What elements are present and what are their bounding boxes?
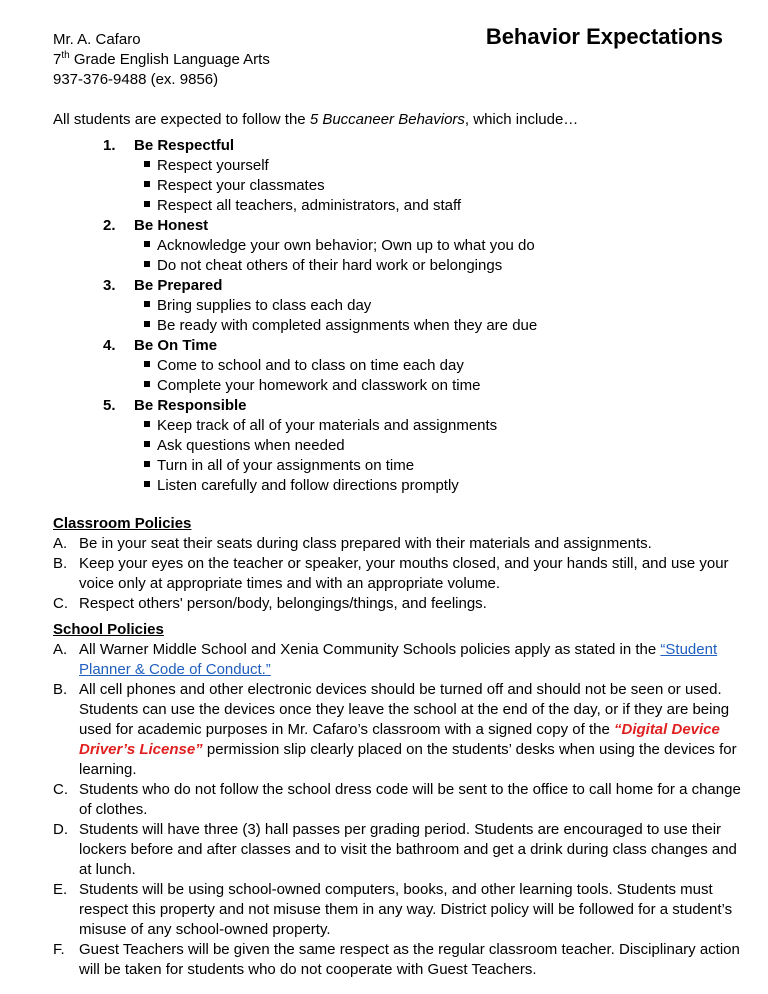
school-policies	[53, 620, 743, 980]
behavior-subitem-text: Turn in all of your assignments on time	[157, 457, 415, 474]
behaviors-list	[103, 136, 723, 496]
policy-item	[53, 940, 743, 980]
behavior-number: 2.	[103, 217, 116, 234]
teacher-name: Mr. A. Cafaro	[53, 31, 141, 48]
square-bullet-icon	[144, 241, 150, 247]
policy-letter: A.	[53, 535, 68, 552]
policy-item: A. All Warner Middle School and Xenia Community Schools policies apply as stated in the “Student Planner & Code of Conduct.”	[53, 641, 718, 678]
square-bullet-icon	[144, 201, 150, 207]
behavior-heading	[103, 396, 723, 416]
behavior-subitem	[103, 316, 723, 336]
behavior-subitem	[103, 476, 723, 496]
behavior-subitem	[103, 436, 723, 456]
school-policies-heading: School Policies	[53, 621, 164, 638]
square-bullet-icon	[144, 441, 150, 447]
phone-number: 937-376-9488 (ex. 9856)	[53, 71, 219, 88]
policy-text: Students who do not follow the school dress code will be sent to the office to call home for a change of clothes.	[79, 781, 741, 818]
behavior-subitem-text: Ask questions when needed	[157, 437, 345, 454]
behavior-subitem-text: Complete your homework and classwork on time	[157, 377, 481, 394]
square-bullet-icon	[144, 161, 150, 167]
policy-text: Guest Teachers will be given the same respect as the regular classroom teacher. Disciplinary action will be taken for students who do not cooperate with Guest Teachers.	[79, 941, 740, 978]
behavior-title: Be Responsible	[134, 397, 247, 414]
behavior-title: Be Respectful	[134, 137, 235, 154]
behavior-heading	[103, 276, 723, 296]
behavior-item	[103, 336, 723, 396]
behavior-item	[103, 216, 723, 276]
behavior-subitem-text: Listen carefully and follow directions promptly	[157, 477, 459, 494]
intro-text: All students are expected to follow the 5 Buccaneer Behaviors, which include…	[53, 111, 579, 128]
behavior-heading	[103, 216, 723, 236]
square-bullet-icon	[144, 181, 150, 187]
behavior-number: 4.	[103, 337, 116, 354]
square-bullet-icon	[144, 321, 150, 327]
behavior-subitem	[103, 176, 723, 196]
behavior-item	[103, 396, 723, 496]
behavior-subitem	[103, 196, 723, 216]
square-bullet-icon	[144, 261, 150, 267]
behavior-number: 3.	[103, 277, 116, 294]
square-bullet-icon	[144, 301, 150, 307]
policy-text: Respect others' person/body, belongings/things, and feelings.	[79, 595, 487, 612]
policy-text: Keep your eyes on the teacher or speaker, your mouths closed, and your hands still, and use your voice only at appropriate times and with an appropriate volume.	[79, 555, 729, 592]
policy-text: Students will have three (3) hall passes per grading period. Students are encouraged to use their lockers before and after classes and to visit the bathroom and get a drink during class changes and at lunch.	[79, 821, 737, 878]
behavior-subitem	[103, 296, 723, 316]
header	[53, 24, 723, 90]
behavior-subitem	[103, 456, 723, 476]
behavior-subitem	[103, 376, 723, 396]
policy-item	[53, 534, 743, 554]
behavior-subitem-text: Come to school and to class on time each day	[157, 357, 464, 374]
behavior-number: 1.	[103, 137, 116, 154]
behavior-heading	[103, 136, 723, 156]
behavior-subitem	[103, 416, 723, 436]
behavior-heading	[103, 336, 723, 356]
classroom-policies-heading: Classroom Policies	[53, 515, 192, 532]
behavior-title: Be Honest	[134, 217, 209, 234]
behavior-title: Be On Time	[134, 337, 218, 354]
behavior-subitem-text: Do not cheat others of their hard work or belongings	[157, 257, 503, 274]
behavior-subitem-text: Respect your classmates	[157, 177, 325, 194]
square-bullet-icon	[144, 421, 150, 427]
behavior-item	[103, 136, 723, 216]
grade-line: 7th Grade English Language Arts	[53, 50, 270, 68]
behavior-subitem	[103, 356, 723, 376]
policy-letter: C.	[53, 781, 68, 798]
square-bullet-icon	[144, 461, 150, 467]
code-of-conduct-link[interactable]: “Student Planner & Code of Conduct.”	[79, 641, 718, 678]
square-bullet-icon	[144, 381, 150, 387]
digital-license-emphasis: “Digital Device Driver’s License”	[79, 721, 720, 758]
policy-letter: E.	[53, 881, 68, 898]
policy-text: Be in your seat their seats during class prepared with their materials and assignments.	[79, 535, 652, 552]
behavior-subitem	[103, 256, 723, 276]
behavior-item	[103, 276, 723, 336]
behavior-subitem-text: Be ready with completed assignments when they are due	[157, 317, 538, 334]
behavior-subitem	[103, 156, 723, 176]
behavior-subitem-text: Keep track of all of your materials and assignments	[157, 417, 498, 434]
square-bullet-icon	[144, 361, 150, 367]
policy-item	[53, 780, 743, 820]
behavior-subitem-text: Respect all teachers, administrators, and staff	[157, 197, 462, 214]
behavior-number: 5.	[103, 397, 116, 414]
policy-letter: B.	[53, 555, 68, 572]
policy-item	[53, 820, 743, 880]
behavior-subitem	[103, 236, 723, 256]
behavior-subitem-text: Acknowledge your own behavior; Own up to what you do	[157, 237, 535, 254]
policy-letter: F.	[53, 941, 65, 958]
policy-item: B. All cell phones and other electronic devices should be turned off and should not be seen or used. Students can use the devices once they leave the school at the end of the day, or if they are being used for academic purposes in Mr. Cafaro’s classroom with a signed copy of the “Digital Device Driver’s License” permission slip clearly placed on the students’ desks when using the devices for learning.	[53, 681, 737, 778]
behavior-title: Be Prepared	[134, 277, 223, 294]
policy-letter: D.	[53, 821, 68, 838]
square-bullet-icon	[144, 481, 150, 487]
policy-item	[53, 880, 743, 940]
policy-text: Students will be using school-owned computers, books, and other learning tools. Students must respect this property and not misuse them in any way. District policy will be followed for a student’s misuse of any school-owned property.	[79, 881, 733, 938]
policy-item	[53, 554, 743, 594]
policy-item	[53, 594, 743, 614]
classroom-policies	[53, 514, 743, 614]
policy-letter: C.	[53, 595, 68, 612]
behavior-subitem-text: Respect yourself	[157, 157, 269, 174]
behavior-subitem-text: Bring supplies to class each day	[157, 297, 372, 314]
page-title: Behavior Expectations	[485, 24, 723, 49]
